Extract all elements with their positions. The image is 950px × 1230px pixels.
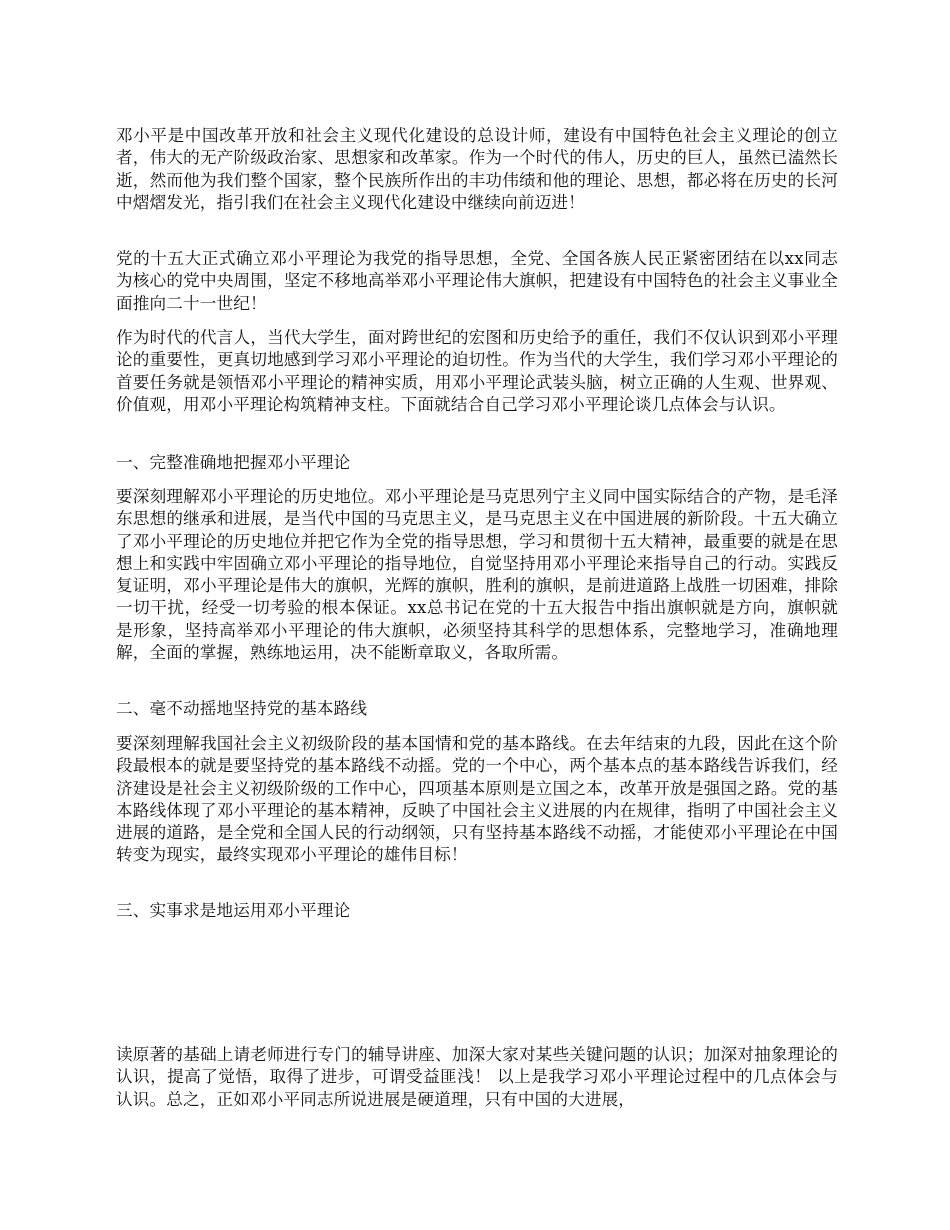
- paragraph-basic-line: 要深刻理解我国社会主义初级阶段的基本国情和党的基本路线。在去年结束的九段，因此在这个阶段最根本的就是要坚持党的基本路线不动摇。党的一个中心，两个基本点的基本路线告诉我们，经济建设是社会主义初级阶级的工作中心，四项基本原则是立国之本，改革开放是强国之路。党的基本路线体现了邓小平理论的基本精神，反映了中国社会主义进展的内在规律，指明了中国社会主义进展的道路，是全党和全国人民的行动纲领，只有坚持基本路线不动摇，才能使邓小平理论在中国转变为现实，最终实现邓小平理论的雄伟目标！: [116, 734, 838, 865]
- section-heading-1: 一、完整准确地把握邓小平理论: [116, 453, 351, 472]
- paragraph-fifteenth-congress: 党的十五大正式确立邓小平理论为我党的指导思想，全党、全国各族人民正紧密团结在以xx同志为核心的党中央周围，坚定不移地高举邓小平理论伟大旗帜，把建设有中国特色的社会主义事业全面推向二十一世纪！: [116, 249, 838, 313]
- paragraph-historical-status: 要深刻理解邓小平理论的历史地位。邓小平理论是马克思列宁主义同中国实际结合的产物，是毛泽东思想的继承和进展，是当代中国的马克思主义，是马克思主义在中国进展的新阶段。十五大确立了邓小平理论的历史地位并把它作为全党的指导思想，学习和贯彻十五大精神，最重要的就是在思想上和实践中牢固确立邓小平理论的指导地位，自觉坚持用邓小平理论来指导自己的行动。实践反复证明，邓小平理论是伟大的旗帜，光辉的旗帜，胜利的旗帜，是前进道路上战胜一切困难，排除一切干扰，经受一切考验的根本保证。xx总书记在党的十五大报告中指出旗帜就是方向，旗帜就是形象，坚持高举邓小平理论的伟大旗帜，必须坚持其科学的思想体系，完整地学习，准确地理解，全面的掌握，熟练地运用，决不能断章取义，各取所需。: [116, 487, 838, 663]
- paragraph-intro: 邓小平是中国改革开放和社会主义现代化建设的总设计师，建设有中国特色社会主义理论的创立者，伟大的无产阶级政治家、思想家和改革家。作为一个时代的伟人，历史的巨人，虽然已溘然长逝，然而他为我们整个国家，整个民族所作出的丰功伟绩和他的理论、思想，都必将在历史的长河中熠熠发光，指引我们在社会主义现代化建设中继续向前迈进！: [116, 126, 838, 212]
- paragraph-conclusion: 读原著的基础上请老师进行专门的辅导讲座、加深大家对某些关键问题的认识；加深对抽象理论的认识，提高了觉悟，取得了进步，可谓受益匪浅！ 以上是我学习邓小平理论过程中的几点体会与认识。总之，正如邓小平同志所说进展是硬道理，只有中国的大进展，: [116, 1045, 838, 1109]
- paragraph-contemporary-students: 作为时代的代言人，当代大学生，面对跨世纪的宏图和历史给予的重任，我们不仅认识到邓小平理论的重要性，更真切地感到学习邓小平理论的迫切性。作为当代的大学生，我们学习邓小平理论的首要任务就是领悟邓小平理论的精神实质，用邓小平理论武装头脑，树立正确的人生观、世界观、价值观，用邓小平理论构筑精神支柱。下面就结合自己学习邓小平理论谈几点体会与认识。: [116, 328, 838, 414]
- section-heading-2: 二、毫不动摇地坚持党的基本路线: [116, 699, 368, 718]
- section-heading-3: 三、实事求是地运用邓小平理论: [116, 901, 351, 920]
